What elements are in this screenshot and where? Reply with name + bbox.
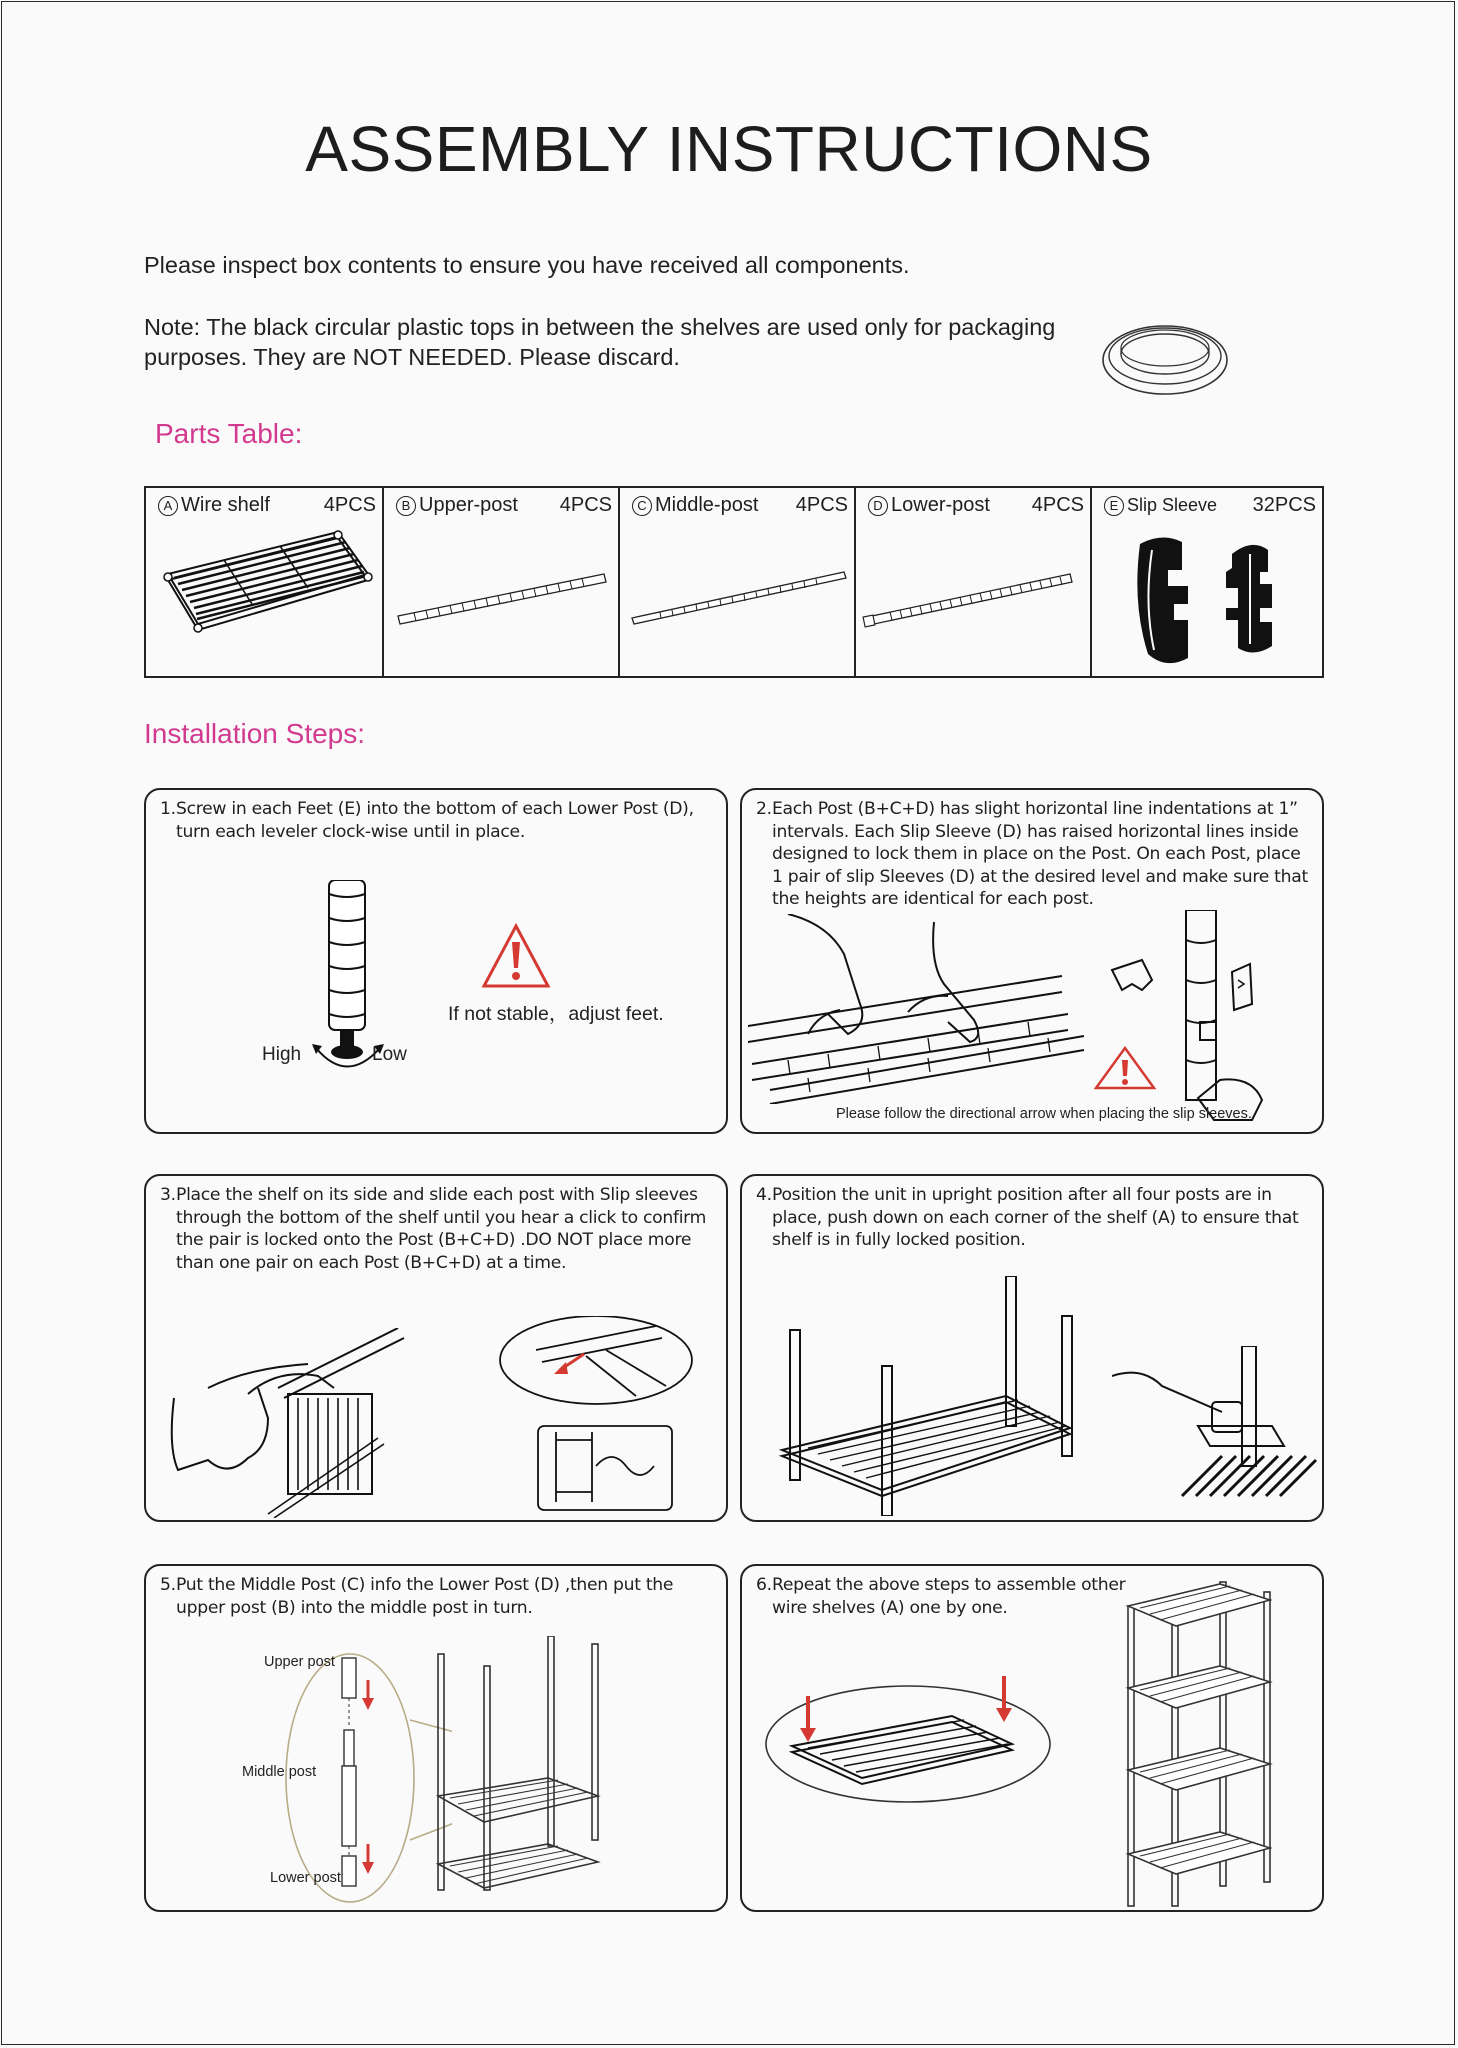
part-cell-lower-post xyxy=(856,488,1092,676)
parts-table-heading: Parts Table: xyxy=(155,418,303,449)
part-name: Wire shelf xyxy=(181,494,270,516)
parts-table xyxy=(144,486,1324,678)
shelf-press-detail-icon xyxy=(762,1666,1058,1806)
lower-post-label: Lower post xyxy=(270,1870,341,1886)
warning-icon xyxy=(480,922,552,990)
step-1-panel xyxy=(144,788,728,1134)
shelf-click-detail-icon xyxy=(496,1316,696,1516)
step-instruction: Repeat the above steps to assemble other wire shelves (A) one by one. xyxy=(772,1575,1126,1618)
part-letter-badge: E xyxy=(1104,496,1124,516)
packaging-note: Note: The black circular plastic tops in between the shelves are used only for packaging purposes. They are NOT NEEDED. Please discard. xyxy=(144,314,1056,370)
step-3-panel xyxy=(144,1174,728,1522)
page-title: ASSEMBLY INSTRUCTIONS xyxy=(305,113,1153,185)
step-instruction: Place the shelf on its side and slide each post with Slip sleeves through the bottom of the shelf until you hear a click to confirm the pair is locked onto the Post (B+C+D) .DO NOT place more than one pair on each Post (B+C+D) at a time. xyxy=(176,1185,707,1273)
step-5-text xyxy=(160,1574,716,1619)
part-name: Middle-post xyxy=(655,494,759,516)
step-number: 6. xyxy=(756,1575,772,1595)
wire-shelf-icon xyxy=(146,524,382,674)
plastic-top-icon xyxy=(1100,318,1230,398)
part-qty: 4PCS xyxy=(795,494,848,516)
step-2-text xyxy=(756,798,1312,911)
sleeve-on-post-icon xyxy=(1102,910,1312,1128)
step-5-panel xyxy=(144,1564,728,1912)
kneeling-assembly-icon xyxy=(168,1328,408,1518)
four-shelf-unit-icon xyxy=(1124,1576,1274,1910)
part-cell-slip-sleeve xyxy=(1092,488,1322,676)
two-shelf-unit-icon xyxy=(436,1636,606,1896)
step-4-text xyxy=(756,1184,1312,1252)
warning-icon xyxy=(1094,1046,1156,1090)
mallet-tap-icon xyxy=(1112,1346,1318,1506)
step-1-text xyxy=(160,798,716,843)
part-letter-badge: C xyxy=(632,496,652,516)
part-letter-badge: D xyxy=(868,496,888,516)
step-3-text xyxy=(160,1184,716,1274)
step-number: 4. xyxy=(756,1185,772,1205)
upper-post-label: Upper post xyxy=(264,1654,335,1670)
upper-post-icon xyxy=(384,524,618,674)
part-cell-upper-post xyxy=(384,488,620,676)
part-name: Lower-post xyxy=(891,494,990,516)
part-qty: 32PCS xyxy=(1252,494,1316,516)
step-6-panel xyxy=(740,1564,1324,1912)
part-letter-badge: B xyxy=(396,496,416,516)
hands-on-posts-icon xyxy=(748,914,1088,1104)
directional-arrow-caption: Please follow the directional arrow when placing the slip sleeves. xyxy=(836,1106,1252,1122)
low-label: Low xyxy=(372,1044,407,1065)
upright-unit-icon xyxy=(778,1276,1078,1516)
step-instruction: Screw in each Feet (E) into the bottom of each Lower Post (D), turn each leveler clock-wise until in place. xyxy=(176,799,694,842)
adjust-feet-warning: If not stable，adjust feet. xyxy=(448,1003,664,1025)
step-instruction: Each Post (B+C+D) has slight horizontal line indentations at 1” intervals. Each Slip Sleeve (D) has raised horizontal lines inside designed to lock them in place on the Post. On each Post, place 1 pair of slip Sleeves (D) at the desired level and make sure that the heights are identical for each post. xyxy=(772,799,1308,909)
step-6-text xyxy=(756,1574,1142,1619)
part-qty: 4PCS xyxy=(323,494,376,516)
step-instruction: Put the Middle Post (C) info the Lower Post (D) ,then put the upper post (B) into the middle post in turn. xyxy=(176,1575,674,1618)
slip-sleeve-icon xyxy=(1092,524,1320,674)
part-cell-middle-post xyxy=(620,488,856,676)
step-number: 1. xyxy=(160,799,176,819)
part-name: Upper-post xyxy=(419,494,518,516)
part-cell-wire-shelf xyxy=(146,488,384,676)
intro-text: Please inspect box contents to ensure you have received all components. xyxy=(144,252,910,278)
installation-steps-heading: Installation Steps: xyxy=(144,718,366,749)
middle-post-label: Middle post xyxy=(242,1764,317,1780)
step-number: 3. xyxy=(160,1185,176,1205)
part-name: Slip Sleeve xyxy=(1127,495,1218,515)
lower-post-icon xyxy=(856,524,1090,674)
part-qty: 4PCS xyxy=(1031,494,1084,516)
step-instruction: Position the unit in upright position after all four posts are in place, push down on each corner of the shelf (A) to ensure that shelf is in fully locked position. xyxy=(772,1185,1299,1250)
high-label: High xyxy=(262,1044,302,1065)
step-4-panel xyxy=(740,1174,1324,1522)
step-number: 5. xyxy=(160,1575,176,1595)
step-number: 2. xyxy=(756,799,772,819)
part-letter-badge: A xyxy=(158,496,178,516)
step-2-panel xyxy=(740,788,1324,1134)
part-qty: 4PCS xyxy=(559,494,612,516)
middle-post-icon xyxy=(620,524,854,674)
